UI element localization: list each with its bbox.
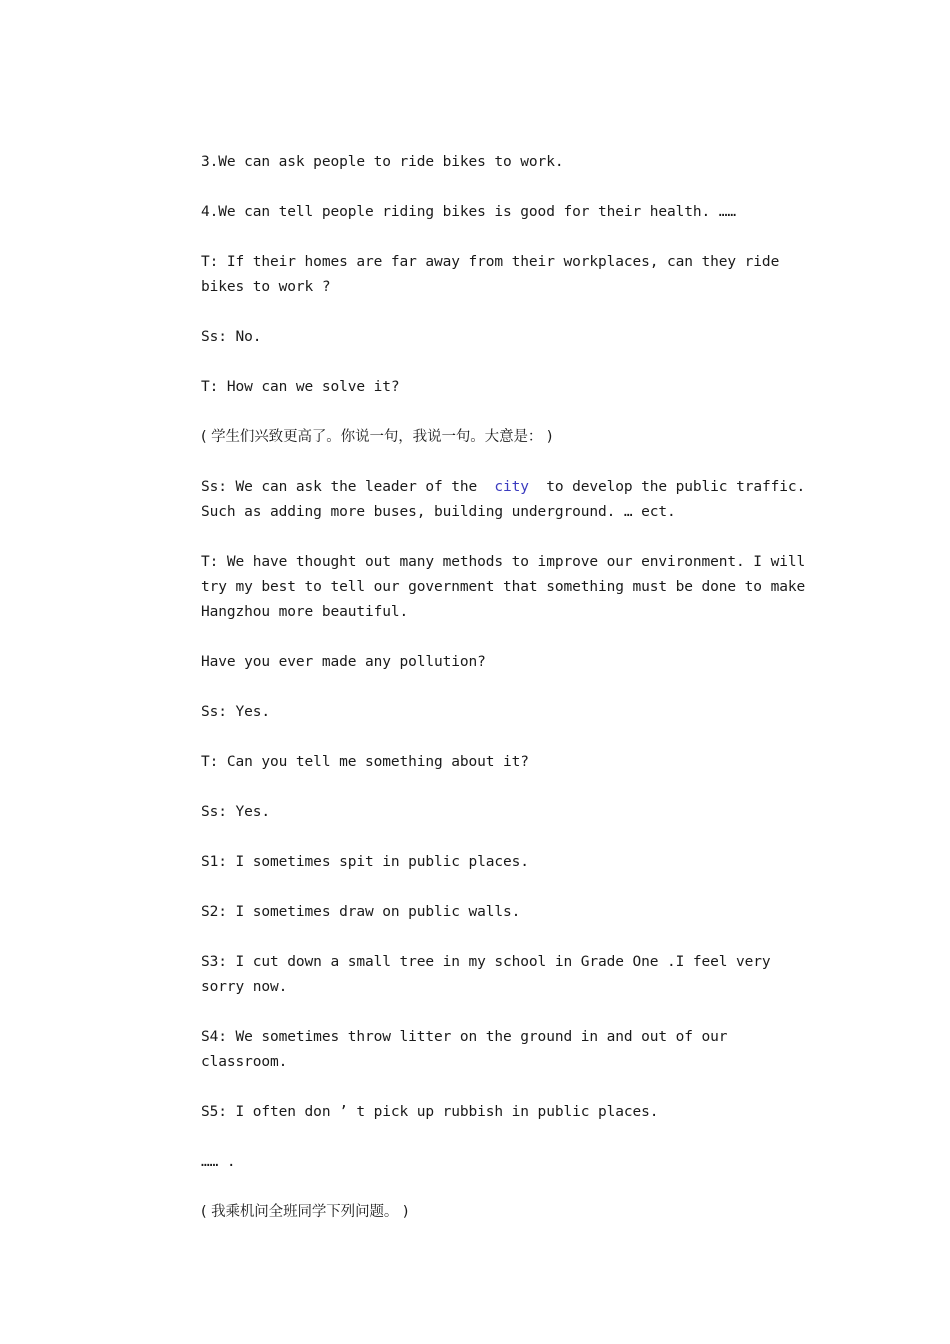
student-4-answer: S4: We sometimes throw litter on the ground in and out of our classroom.: [201, 1029, 737, 1070]
answer-text-before: Ss: We can ask the leader of the: [201, 479, 495, 495]
student-3-answer: S3: I cut down a small tree in my school in Grade One .I feel very sorry now.: [201, 954, 780, 995]
question-pollution: Have you ever made any pollution?: [201, 654, 486, 670]
paragraph-item-4: 4.We can tell people riding bikes is good for their health. ……: [201, 204, 737, 220]
teacher-statement-methods: T: We have thought out many methods to improve our environment. I will try my best to tell our government that something must be done to make Hangzhou more beautiful.: [201, 554, 814, 620]
teacher-question-far-away: T: If their homes are far away from their workplaces, can they ride bikes to work ?: [201, 254, 788, 295]
students-answer-public-traffic: [201, 475, 821, 525]
chinese-note-students: ( 学生们兴致更高了。你说一句，我说一句。大意是： ): [201, 429, 553, 445]
document-body: [201, 150, 821, 1250]
students-answer-no: Ss: No.: [201, 329, 262, 345]
student-2-answer: S2: I sometimes draw on public walls.: [201, 904, 521, 920]
student-1-answer: S1: I sometimes spit in public places.: [201, 854, 529, 870]
students-answer-yes-2: Ss: Yes.: [201, 804, 271, 820]
answer-text-after: to develop the public traffic. Such as adding more buses, building underground. … ect.: [201, 479, 814, 520]
ellipsis-line: …… .: [201, 1154, 236, 1170]
city-link[interactable]: city: [494, 479, 529, 495]
students-answer-yes-1: Ss: Yes.: [201, 704, 271, 720]
teacher-question-tell: T: Can you tell me something about it?: [201, 754, 529, 770]
teacher-question-solve: T: How can we solve it?: [201, 379, 400, 395]
paragraph-item-3: 3.We can ask people to ride bikes to work.: [201, 154, 564, 170]
student-5-answer: S5: I often don ’ t pick up rubbish in public places.: [201, 1104, 659, 1120]
chinese-note-teacher: ( 我乘机问全班同学下列问题。 ): [201, 1204, 409, 1220]
